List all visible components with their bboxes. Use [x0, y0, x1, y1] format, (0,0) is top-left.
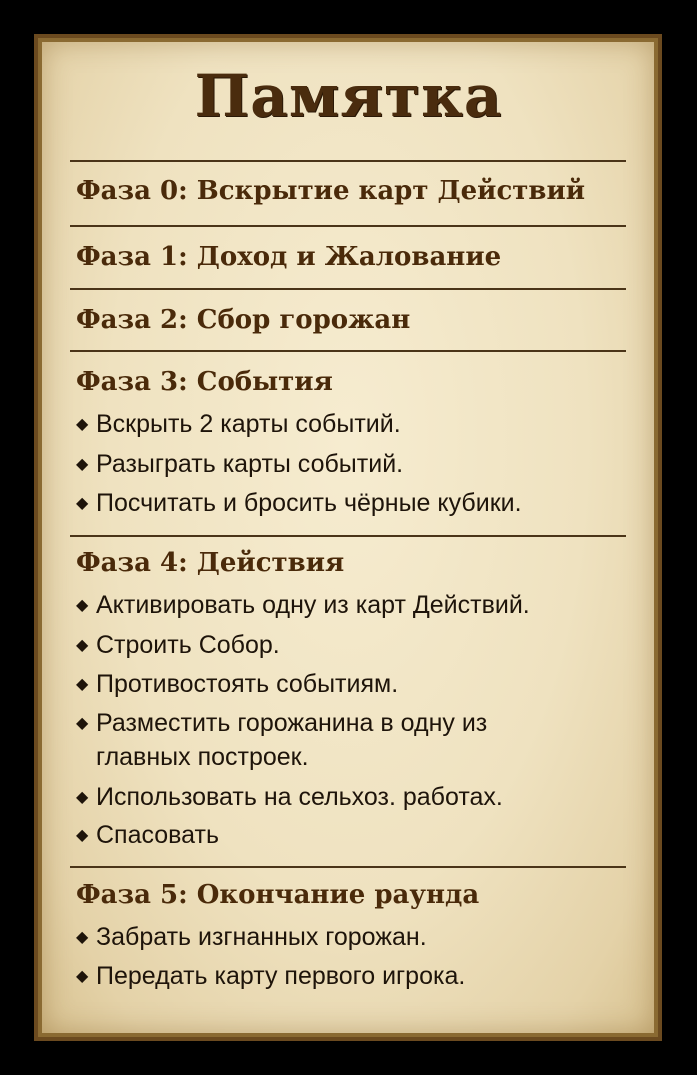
divider	[70, 535, 626, 537]
list-item: ◆ Активировать одну из карт Действий.	[76, 591, 530, 619]
phase-4-heading: Фаза 4: Действия	[76, 548, 345, 578]
diamond-bullet-icon: ◆	[76, 715, 89, 732]
list-item: ◆ Спасовать	[76, 821, 220, 849]
diamond-bullet-icon: ◆	[76, 929, 89, 946]
diamond-bullet-icon: ◆	[76, 416, 89, 433]
divider	[70, 160, 626, 162]
divider	[70, 350, 626, 352]
divider	[70, 288, 626, 290]
list-item: ◆ Строить Собор.	[76, 631, 280, 659]
diamond-bullet-icon: ◆	[76, 597, 89, 614]
card-title: Памятка	[194, 62, 503, 130]
phase-3-heading: Фаза 3: События	[76, 367, 333, 397]
list-item: ◆ Разыграть карты событий.	[76, 450, 404, 478]
list-item: ◆ Разместить горожанина в одну из	[76, 709, 488, 737]
diamond-bullet-icon: ◆	[76, 968, 89, 985]
phase-5-heading: Фаза 5: Окончание раунда	[76, 880, 480, 910]
list-item: ◆ Противостоять событиям.	[76, 670, 399, 698]
phase-0-heading: Фаза 0: Вскрытие карт Действий	[76, 176, 586, 206]
list-item-continuation: главных построек.	[96, 743, 309, 771]
list-item: ◆ Посчитать и бросить чёрные кубики.	[76, 489, 522, 517]
diamond-bullet-icon: ◆	[76, 637, 89, 654]
diamond-bullet-icon: ◆	[76, 789, 89, 806]
list-item: ◆ Забрать изгнанных горожан.	[76, 923, 427, 951]
diamond-bullet-icon: ◆	[76, 495, 89, 512]
diamond-bullet-icon: ◆	[76, 827, 89, 844]
phase-1-heading: Фаза 1: Доход и Жалование	[76, 242, 502, 272]
diamond-bullet-icon: ◆	[76, 676, 89, 693]
diamond-bullet-icon: ◆	[76, 456, 89, 473]
divider	[70, 225, 626, 227]
list-item: ◆ Использовать на сельхоз. работах.	[76, 783, 503, 811]
list-item: ◆ Вскрыть 2 карты событий.	[76, 410, 401, 438]
phase-2-heading: Фаза 2: Сбор горожан	[76, 305, 411, 335]
list-item: ◆ Передать карту первого игрока.	[76, 962, 466, 990]
divider	[70, 866, 626, 868]
